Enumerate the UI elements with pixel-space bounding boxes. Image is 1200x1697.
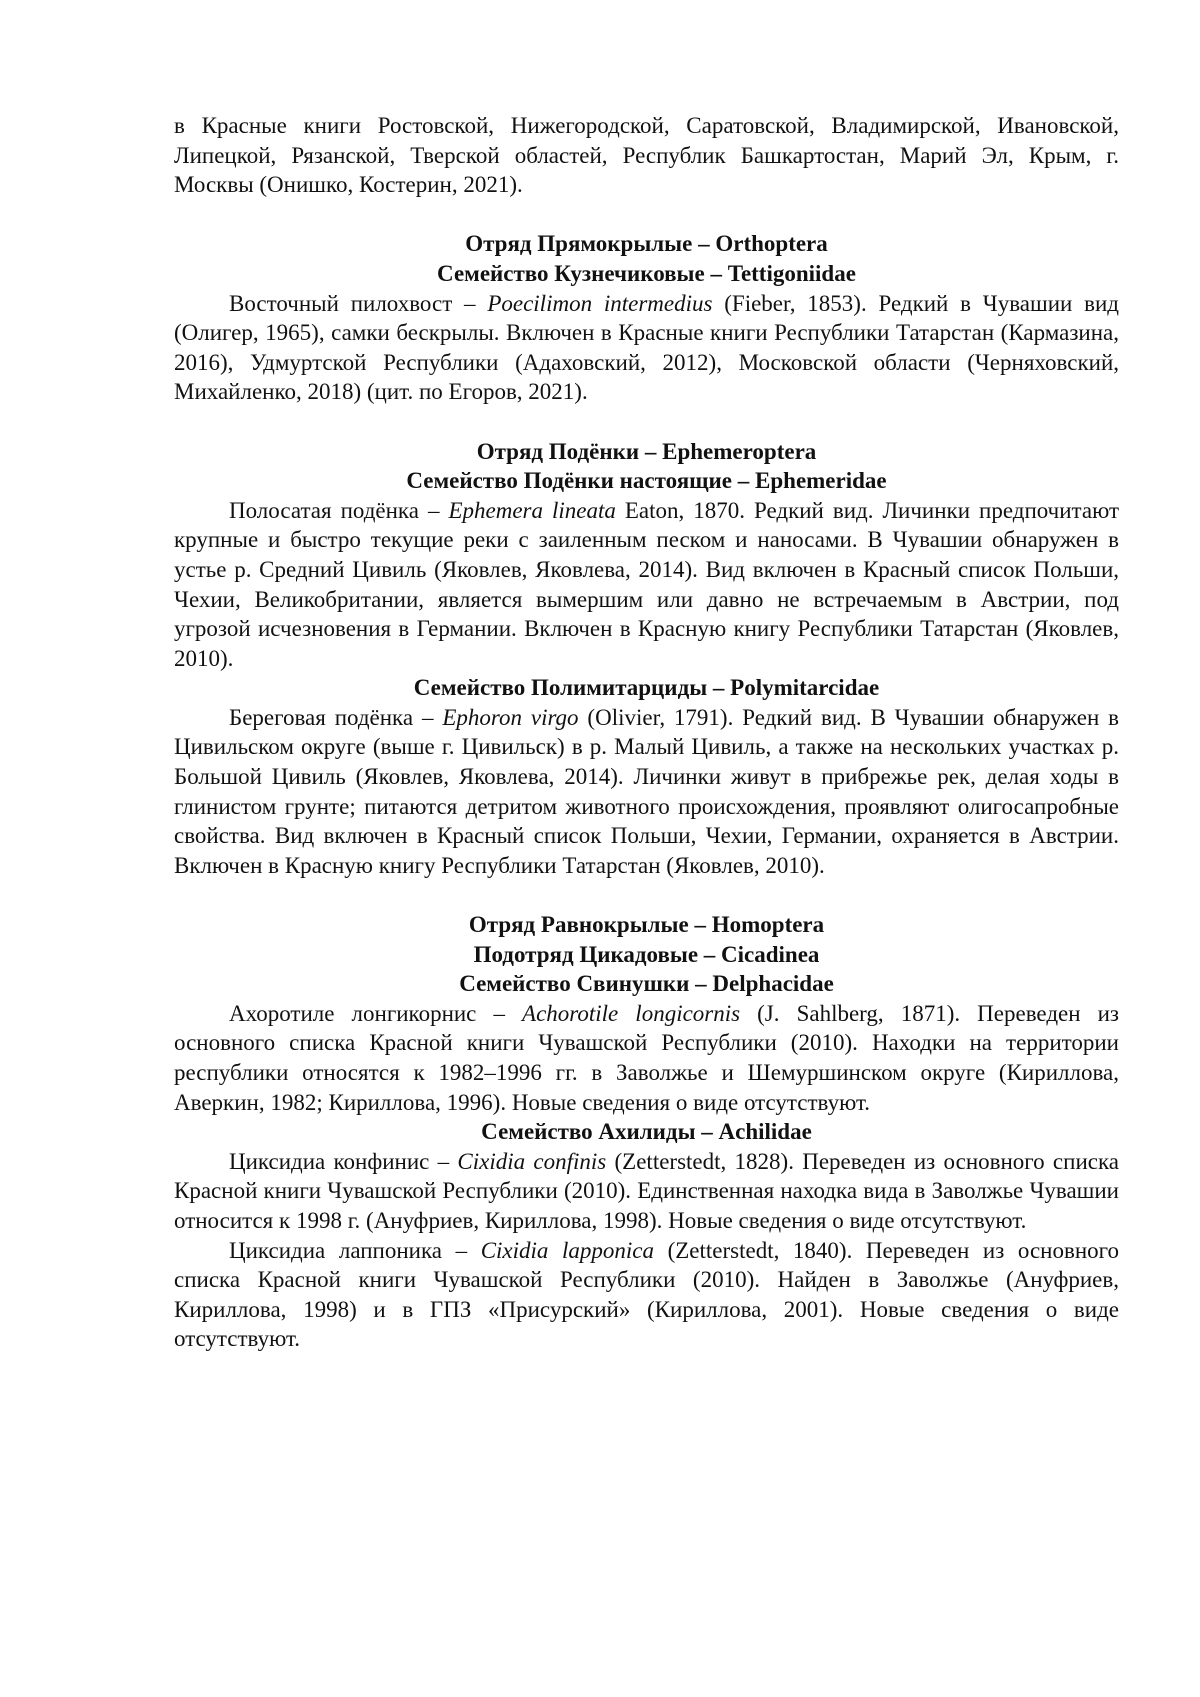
family-heading-achilidae: Семейство Ахилиды – Achilidae [481,1119,812,1145]
species-latin-name: Cixidia lapponica [480,1237,654,1263]
species-latin-name: Poecilimon intermedius [487,290,713,316]
species-common-name: Циксидиа лаппоника – [229,1237,481,1263]
section-gap [174,880,1119,910]
suborder-heading-cicadinea: Подотряд Цикадовые – Cicadinea [473,941,820,967]
order-heading-orthoptera: Отряд Прямокрылые – Orthoptera [465,231,828,257]
species-common-name: Береговая подёнка – [229,704,443,730]
document-page [174,111,1119,1354]
section-gap [174,200,1119,230]
order-heading-homoptera: Отряд Равнокрылые – Homoptera [468,912,825,938]
species-description: (Olivier, 1791). Редкий вид. В Чувашии обнаружен в Цивильском округе (выше г. Цивильск) в р. Малый Цивиль, а также на нескольких участках р. Большой Цивиль (Яковлев, Яковлева, 2014). Личинки живут в прибрежье рек, делая ходы в глинистом грунте; питаются детритом животного происхождения, проявляют олигосапробные свойства. Вид включен в Красный список Польши, Чехии, Германии, охраняется в Австрии. Включен в Красную книгу Республики Татарстан (Яковлев, 2010). [174,704,1120,878]
species-description: (Zetterstedt, 1840). Переведен из основного списка Красной книги Чувашской Республики (2010). Найден в Заволжье (Ануфриев, Кириллова, 1998) и в ГПЗ «Присурский» (Кириллова, 2001). Новые сведения о виде отсутствуют. [174,1237,1119,1352]
species-latin-name: Ephoron virgo [442,704,579,730]
family-heading-polymitarcidae: Семейство Полимитарциды – Polymitarcidae [413,675,880,701]
species-description: (Zetterstedt, 1828). Переведен из основного списка Красной книги Чувашской Республики (2010). Единственная находка вида в Заволжье Чувашии относится к 1998 г. (Ануфриев, Кириллова, 1998). Новые сведения о виде отсутствуют. [174,1148,1119,1233]
species-common-name: Циксидиа конфинис – [229,1148,458,1174]
species-paragraph-achorotile [174,999,1119,1117]
order-heading-ephemeroptera: Отряд Подёнки – Ephemeroptera [476,438,817,464]
species-description: (Fieber, 1853). Редкий в Чувашии вид (Олигер, 1965), самки бескрылы. Включен в Красные книги Республики Татарстан (Кармазина, 2016), Удмуртской Республики (Адаховский, 2012), Московской области (Черняховский, Михайленко, 2018) (цит. по Егоров, 2021). [174,290,1119,405]
species-paragraph-poecilimon [174,289,1119,407]
species-latin-name: Cixidia confinis [457,1148,607,1174]
species-description: Eaton, 1870. Редкий вид. Личинки предпочитают крупные и быстро текущие реки с заиленным песком и наносами. В Чувашии обнаружен в устье р. Средний Цивиль (Яковлев, Яковлева, 2014). Вид включен в Красный список Польши, Чехии, Великобритании, является вымершим или давно не встречаемым в Австрии, под угрозой исчезновения в Германии. Включен в Красную книгу Республики Татарстан (Яковлев, 2010). [174,497,1120,671]
species-description: (J. Sahlberg, 1871). Переведен из основного списка Красной книги Чувашской Республики (2010). Находки на территории республики относятся к 1982–1996 гг. в Заволжье и Шемуршинском округе (Кириллова, Аверкин, 1982; Кириллова, 1996). Новые сведения о виде отсутствуют. [174,1000,1120,1115]
species-paragraph-ephemera [174,496,1119,674]
species-paragraph-cixidia-lapponica [174,1236,1119,1354]
species-paragraph-cixidia-confinis [174,1147,1119,1236]
species-common-name: Ахоротиле лонгикорнис – [229,1000,523,1026]
species-common-name: Полосатая подёнка – [229,497,449,523]
intro-paragraph: в Красные книги Ростовской, Нижегородской, Саратовской, Владимирской, Ивановской, Липецкой, Рязанской, Тверской областей, Республик Башкартостан, Марий Эл, Крым, г. Москвы (Онишко, Костерин, 2021). [174,113,1119,198]
species-latin-name: Ephemera lineata [448,497,616,523]
family-heading-delphacidae: Семейство Свинушки – Delphacidae [459,971,834,997]
species-latin-name: Achorotile longicornis [522,1000,741,1026]
family-heading-tettigoniidae: Семейство Кузнечиковые – Tettigoniidae [437,260,856,286]
species-common-name: Восточный пилохвост – [229,290,488,316]
species-paragraph-ephoron [174,703,1119,881]
section-gap [174,407,1119,437]
family-heading-ephemeridae: Семейство Подёнки настоящие – Ephemeridae [406,468,887,494]
